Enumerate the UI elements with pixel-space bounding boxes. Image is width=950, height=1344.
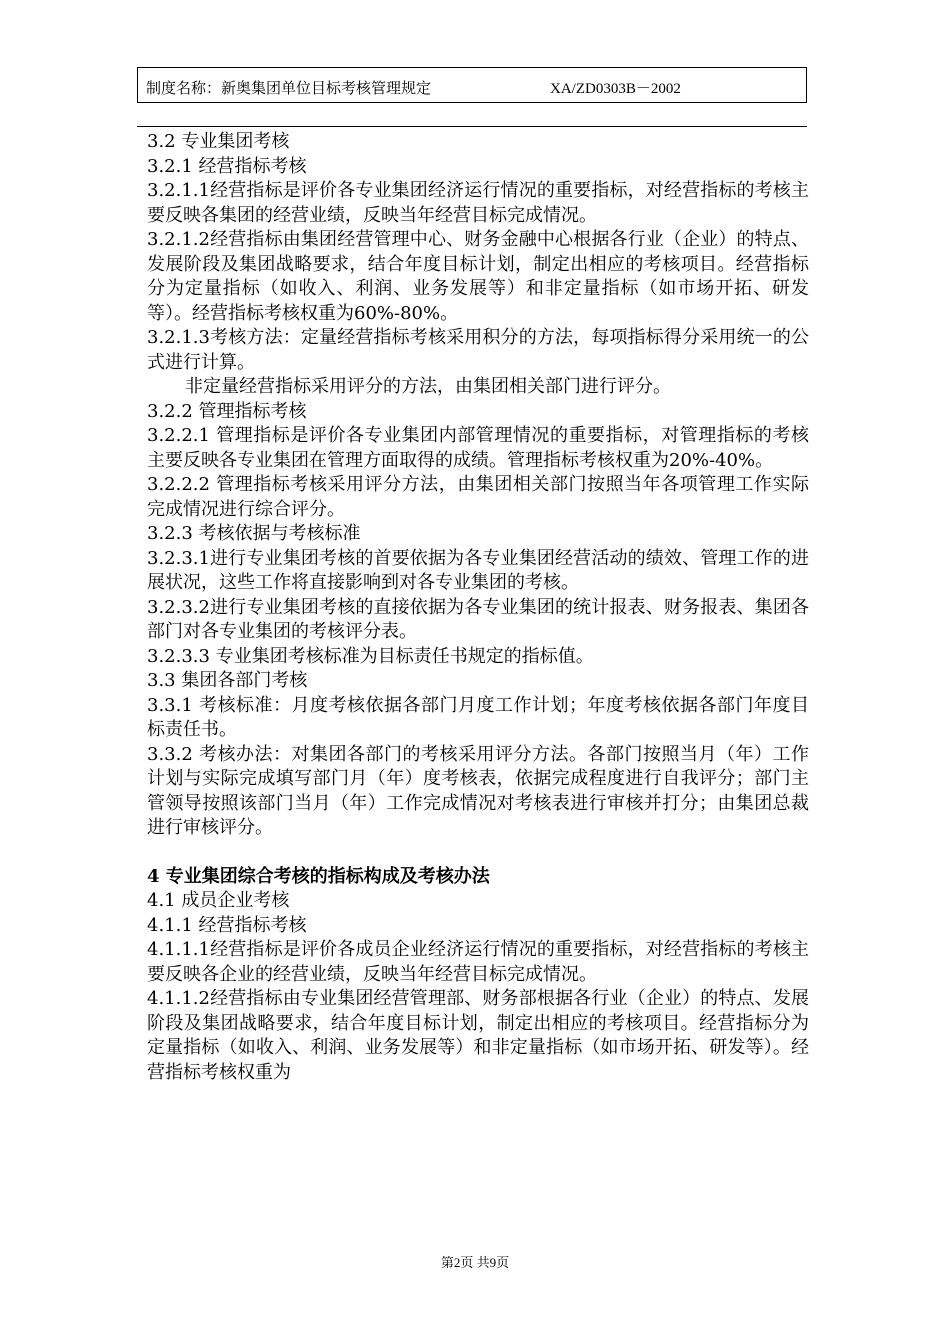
- paragraph-3-2-1-3: 3.2.1.3考核方法：定量经营指标考核采用积分的方法，每项指标得分采用统一的公式进行计算。: [147, 327, 809, 373]
- page-number: 第2页 共9页: [440, 1255, 510, 1270]
- heading-3-2-3: 3.2.3 考核依据与考核标准: [147, 523, 361, 544]
- heading-3-3: 3.3 集团各部门考核: [147, 670, 308, 691]
- document-code: XA/ZD0303B－2002: [550, 81, 681, 97]
- heading-3-2-1: 3.2.1 经营指标考核: [147, 155, 307, 177]
- paragraph-3-2-3-3: 3.2.3.3 专业集团考核标准为目标责任书规定的指标值。: [147, 645, 594, 667]
- paragraph-3-2-2-2: 3.2.2.2 管理指标考核采用评分方法，由集团相关部门按照当年各项管理工作实际完成情况进行综合评分。: [147, 474, 809, 520]
- heading-3-2-2: 3.2.2 管理指标考核: [147, 400, 307, 422]
- heading-3-2: 3.2 专业集团考核: [147, 131, 290, 152]
- document-body: [147, 130, 809, 1085]
- heading-4-1-1: 4.1.1 经营指标考核: [147, 914, 307, 936]
- blank-line: [147, 841, 809, 865]
- paragraph-4-1-1-2: 4.1.1.2经营指标由专业集团经营管理部、财务部根据各行业（企业）的特点、发展阶段及集团战略要求，结合年度目标计划，制定出相应的考核项目。经营指标分为定量指标（如收入、利润、业务发展等）和非定量指标（如市场开拓、研发等）。经营指标考核权重为: [147, 988, 809, 1083]
- paragraph-non-quantitative: 非定量经营指标采用评分的方法，由集团相关部门进行评分。: [185, 376, 671, 397]
- paragraph-3-3-2: 3.3.2 考核办法：对集团各部门的考核采用评分方法。各部门按照当月（年）工作计划与实际完成填写部门月（年）度考核表，依据完成程度进行自我评分；部门主管领导按照该部门当月（年）工作完成情况对考核表进行审核并打分；由集团总裁进行审核评分。: [147, 743, 809, 838]
- section-4-title: 4 专业集团综合考核的指标构成及考核办法: [147, 865, 490, 887]
- paragraph-3-2-3-1: 3.2.3.1进行专业集团考核的首要依据为各专业集团经营活动的绩效、管理工作的进展状况，这些工作将直接影响到对各专业集团的考核。: [147, 547, 809, 593]
- heading-4-1: 4.1 成员企业考核: [147, 890, 290, 911]
- paragraph-4-1-1-1: 4.1.1.1经营指标是评价各成员企业经济运行情况的重要指标，对经营指标的考核主要反映各企业的经营业绩，反映当年经营目标完成情况。: [147, 939, 809, 985]
- paragraph-3-2-3-2: 3.2.3.2进行专业集团考核的直接依据为各专业集团的统计报表、财务报表、集团各部门对各专业集团的考核评分表。: [147, 596, 809, 642]
- document-header: [137, 67, 807, 103]
- paragraph-3-2-1-1: 3.2.1.1经营指标是评价各专业集团经济运行情况的重要指标，对经营指标的考核主要反映各集团的经营业绩，反映当年经营目标完成情况。: [147, 180, 809, 226]
- paragraph-3-3-1: 3.3.1 考核标准：月度考核依据各部门月度工作计划；年度考核依据各部门年度目标责任书。: [147, 694, 809, 740]
- paragraph-3-2-1-2: 3.2.1.2经营指标由集团经营管理中心、财务金融中心根据各行业（企业）的特点、发展阶段及集团战略要求，结合年度目标计划，制定出相应的考核项目。经营指标分为定量指标（如收入、利润、业务发展等）和非定量指标（如市场开拓、研发等）。经营指标考核权重为60%-80%。: [147, 229, 809, 324]
- regulation-title: 制度名称：新奥集团单位目标考核管理规定: [146, 81, 432, 97]
- header-divider: [137, 126, 807, 127]
- paragraph-3-2-2-1: 3.2.2.1 管理指标是评价各专业集团内部管理情况的重要指标，对管理指标的考核主要反映各专业集团在管理方面取得的成绩。管理指标考核权重为20%-40%。: [147, 425, 809, 471]
